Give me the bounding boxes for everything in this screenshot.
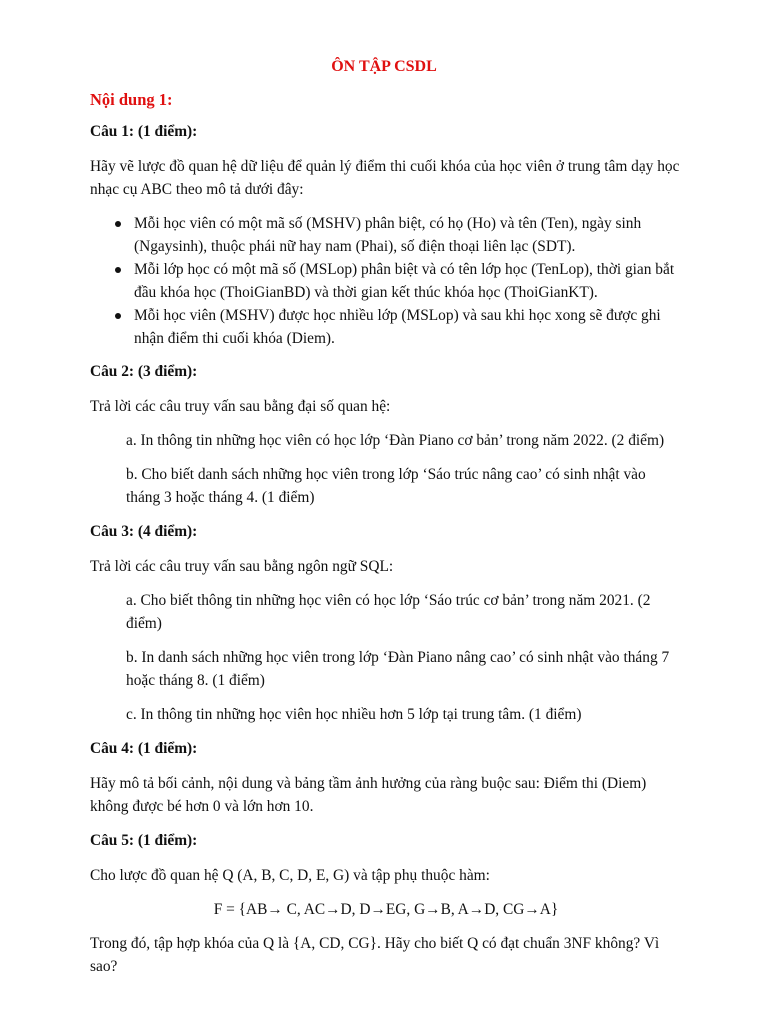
question-3-item-b: b. In danh sách những học viên trong lớp ‘Đàn Piano nâng cao’ có sinh nhật vào tháng 7 hoặc tháng 8. (1 điểm) <box>126 649 670 689</box>
question-5-title: Câu 5: (1 điểm): <box>90 832 198 849</box>
document-title: ÔN TẬP CSDL <box>331 58 437 75</box>
question-3-item-a: a. Cho biết thông tin những học viên có học lớp ‘Sáo trúc cơ bản’ trong năm 2021. (2 điểm) <box>126 592 651 632</box>
bullet-item <box>90 212 682 258</box>
question-2-item-b: b. Cho biết danh sách những học viên trong lớp ‘Sáo trúc nâng cao’ có sinh nhật vào tháng 3 hoặc tháng 4. (1 điểm) <box>126 466 646 506</box>
question-3-intro: Trả lời các câu truy vấn sau bằng ngôn ngữ SQL: <box>90 558 394 575</box>
bullet-text: Mỗi lớp học có một mã số (MSLop) phân biệt và có tên lớp học (TenLop), thời gian bắt đầu khóa học (ThoiGianBD) và thời gian kết thúc khóa học (ThoiGianKT). <box>134 261 675 301</box>
question-4-text: Hãy mô tả bối cảnh, nội dung và bảng tầm ảnh hưởng của ràng buộc sau: Điểm thi (Diem) không được bé hơn 0 và lớn hơn 10. <box>90 775 647 815</box>
question-5-question: Trong đó, tập hợp khóa của Q là {A, CD, CG}. Hãy cho biết Q có đạt chuẩn 3NF không? Vì sao? <box>90 935 660 975</box>
bullet-item <box>90 304 682 350</box>
question-2-intro: Trả lời các câu truy vấn sau bằng đại số quan hệ: <box>90 398 391 415</box>
bullet-item <box>90 258 682 304</box>
question-3-title: Câu 3: (4 điểm): <box>90 523 198 540</box>
document-content <box>90 120 682 989</box>
question-5-intro: Cho lược đồ quan hệ Q (A, B, C, D, E, G) và tập phụ thuộc hàm: <box>90 867 490 884</box>
bullet-text: Mỗi học viên có một mã số (MSHV) phân biệt, có họ (Ho) và tên (Ten), ngày sinh (Ngaysinh), thuộc phái nữ hay nam (Phai), số điện thoại liên lạc (SDT). <box>134 215 642 255</box>
bullet-icon <box>115 221 121 227</box>
bullet-icon <box>115 313 121 319</box>
section-heading: Nội dung 1: <box>90 90 173 109</box>
question-1-intro: Hãy vẽ lược đồ quan hệ dữ liệu để quản lý điểm thi cuối khóa của học viên ở trung tâm dạy học nhạc cụ ABC theo mô tả dưới đây: <box>90 158 680 198</box>
question-2-item-a: a. In thông tin những học viên có học lớp ‘Đàn Piano cơ bản’ trong năm 2022. (2 điểm) <box>126 432 665 449</box>
bullet-text: Mỗi học viên (MSHV) được học nhiều lớp (MSLop) và sau khi học xong sẽ được ghi nhận điểm thi cuối khóa (Diem). <box>134 307 661 347</box>
question-3-item-c: c. In thông tin những học viên học nhiều hơn 5 lớp tại trung tâm. (1 điểm) <box>126 706 582 723</box>
question-1-title: Câu 1: (1 điểm): <box>90 123 198 140</box>
bullet-icon <box>115 267 121 273</box>
question-5-formula: F = {AB→ C, AC→D, D→EG, G→B, A→D, CG→A} <box>213 901 559 918</box>
question-2-title: Câu 2: (3 điểm): <box>90 363 198 380</box>
question-4-title: Câu 4: (1 điểm): <box>90 740 198 757</box>
question-1-bullet-list <box>90 212 682 350</box>
